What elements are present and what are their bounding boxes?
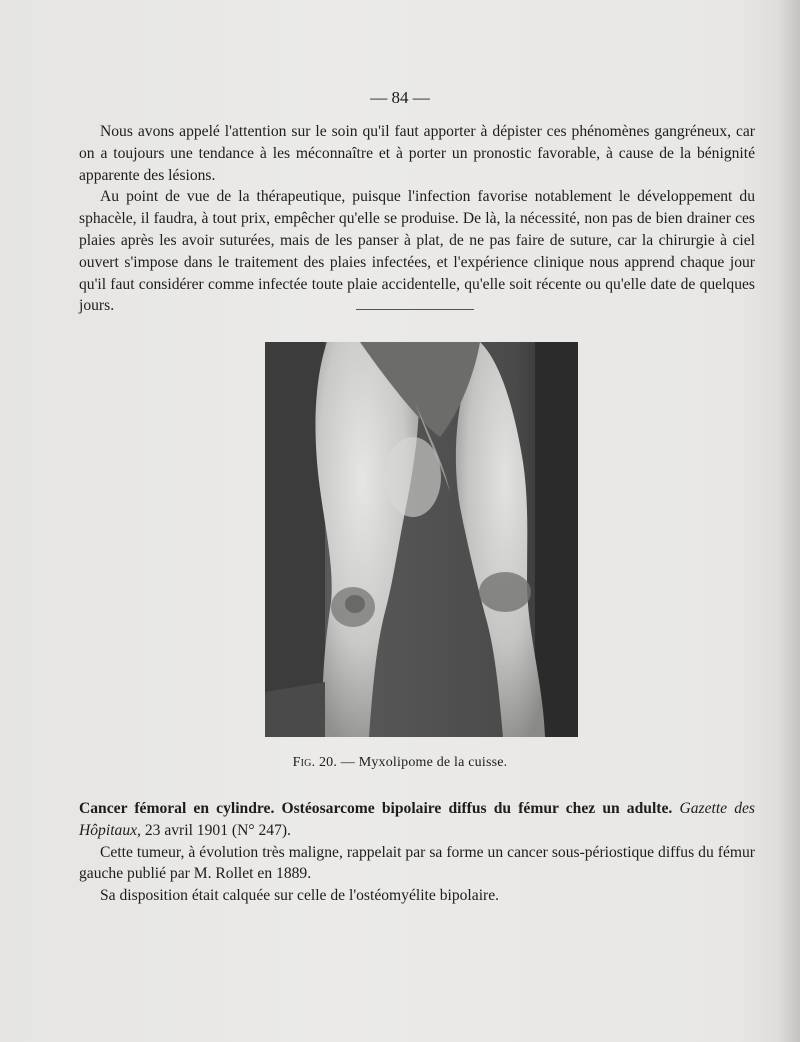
paragraph-gangrene: Nous avons appelé l'attention sur le soin qu'il faut apporter à dépister ces phénomènes gangréneux, car on a toujours une tendance à les méconnaître et à porter un pronostic favorable, à cause de la bénignité apparente des lésions. <box>79 123 755 184</box>
figure-photograph-thighs <box>265 342 578 737</box>
journal-title: Gazette des Hôpitaux, <box>79 800 755 839</box>
page-number: — 84 — <box>370 88 430 107</box>
page-edge-shadow <box>778 0 800 1042</box>
case-title: Cancer fémoral en cylindre. Ostéosarcome bipolaire diffus du fémur chez un adulte. <box>79 800 673 817</box>
figure-caption-text: Myxolipome de la cuisse. <box>358 755 508 770</box>
paragraph-tumour: Cette tumeur, à évolution très maligne, rappelait par sa forme un cancer sous-périostique diffus du fémur gauche publié par M. Rollet en 1889. <box>79 843 755 883</box>
paragraph-disposition: Sa disposition était calquée sur celle de l'ostéomyélite bipolaire. <box>100 887 500 905</box>
section-separator <box>356 309 474 310</box>
legs-photo-illustration <box>265 342 578 737</box>
figure-caption-dash: — <box>337 755 359 770</box>
intro-text <box>79 121 755 317</box>
citation-date: 23 avril 1901 (N° 247). <box>140 821 291 839</box>
figure-caption <box>0 755 800 771</box>
figure-label: Fig. 20. <box>292 755 338 770</box>
case-heading <box>79 798 755 842</box>
paragraph-therapeutics: Au point de vue de la thérapeutique, puisque l'infection favorise notablement le développement du sphacèle, il faudra, à tout prix, empêcher qu'elle se produise. De là, la nécessité, non pas de bien drainer ces plaies après les avoir suturées, mais de les panser à plat, de ne pas faire de suture, car la chirurgie à ciel ouvert s'impose dans le traitement des plaies infectées, et l'expérience clinique nous apprend chaque jour qu'il faut considérer comme infectée toute plaie accidentelle, qu'elle soit récente ou qu'elle date de quelques jours. <box>79 188 755 315</box>
case-report-section <box>79 798 755 907</box>
